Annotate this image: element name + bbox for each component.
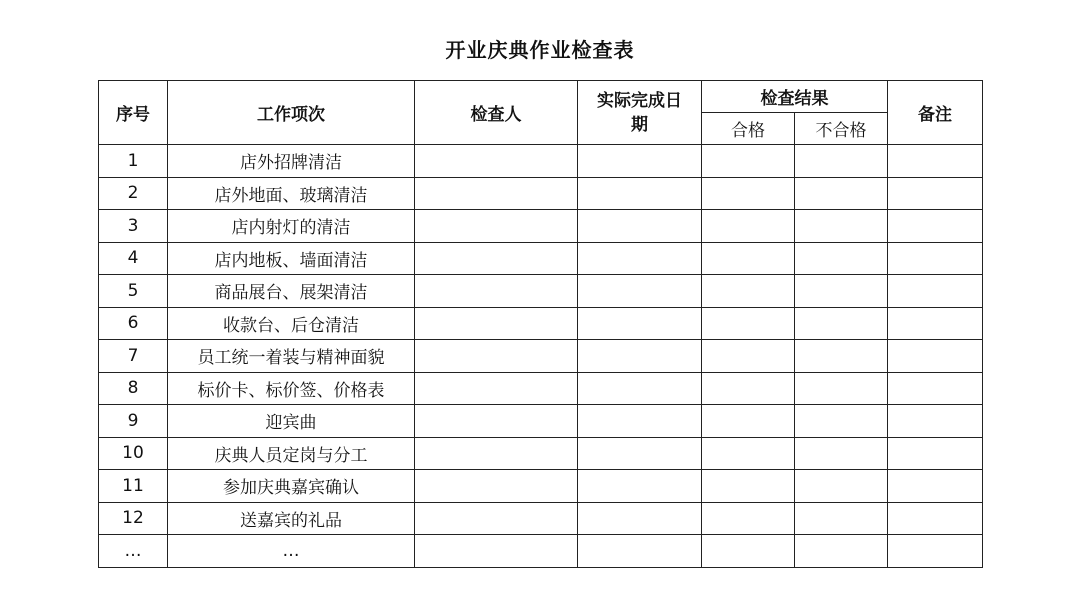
row-seq: 8: [99, 372, 168, 405]
row-actual-date-cell[interactable]: [578, 372, 702, 405]
header-actual-date-label: 实际完成日期: [597, 90, 682, 135]
header-seq: 序号: [99, 81, 168, 145]
row-note-cell[interactable]: [888, 470, 983, 503]
row-inspector-cell[interactable]: [415, 275, 578, 308]
row-note-cell[interactable]: [888, 502, 983, 535]
row-seq: 1: [99, 145, 168, 178]
row-fail-cell[interactable]: [795, 437, 888, 470]
row-inspector-cell[interactable]: [415, 242, 578, 275]
row-actual-date-cell[interactable]: [578, 535, 702, 568]
row-inspector-cell[interactable]: [415, 535, 578, 568]
row-note-cell[interactable]: [888, 210, 983, 243]
row-seq: 5: [99, 275, 168, 308]
table-row: [99, 502, 983, 535]
row-seq: 11: [99, 470, 168, 503]
header-result: 检查结果: [702, 81, 888, 113]
row-fail-cell[interactable]: [795, 502, 888, 535]
row-note-cell[interactable]: [888, 340, 983, 373]
header-fail: 不合格: [795, 113, 888, 145]
row-fail-cell[interactable]: [795, 405, 888, 438]
row-inspector-cell[interactable]: [415, 340, 578, 373]
row-pass-cell[interactable]: [702, 502, 795, 535]
row-actual-date-cell[interactable]: [578, 307, 702, 340]
table-row: [99, 405, 983, 438]
table-row: [99, 437, 983, 470]
row-pass-cell[interactable]: [702, 340, 795, 373]
document-title: 开业庆典作业检查表: [445, 38, 635, 62]
row-fail-cell[interactable]: [795, 307, 888, 340]
row-seq: 3: [99, 210, 168, 243]
row-seq: 6: [99, 307, 168, 340]
row-note-cell[interactable]: [888, 275, 983, 308]
row-inspector-cell[interactable]: [415, 437, 578, 470]
row-fail-cell[interactable]: [795, 470, 888, 503]
row-pass-cell[interactable]: [702, 210, 795, 243]
row-inspector-cell[interactable]: [415, 372, 578, 405]
row-pass-cell[interactable]: [702, 470, 795, 503]
table-row: [99, 177, 983, 210]
row-task: …: [168, 535, 415, 568]
inspection-table: [98, 80, 983, 568]
row-pass-cell[interactable]: [702, 177, 795, 210]
row-fail-cell[interactable]: [795, 177, 888, 210]
row-actual-date-cell[interactable]: [578, 405, 702, 438]
row-task: 店外地面、玻璃清洁: [168, 177, 415, 210]
table-row: [99, 470, 983, 503]
row-pass-cell[interactable]: [702, 405, 795, 438]
row-actual-date-cell[interactable]: [578, 470, 702, 503]
row-task: 收款台、后仓清洁: [168, 307, 415, 340]
header-row: [99, 81, 983, 113]
row-seq: 9: [99, 405, 168, 438]
row-task: 送嘉宾的礼品: [168, 502, 415, 535]
row-actual-date-cell[interactable]: [578, 145, 702, 178]
table-row: [99, 340, 983, 373]
row-task: 员工统一着装与精神面貌: [168, 340, 415, 373]
row-pass-cell[interactable]: [702, 242, 795, 275]
row-inspector-cell[interactable]: [415, 470, 578, 503]
header-note: 备注: [888, 81, 983, 145]
row-pass-cell[interactable]: [702, 437, 795, 470]
row-actual-date-cell[interactable]: [578, 177, 702, 210]
row-actual-date-cell[interactable]: [578, 502, 702, 535]
header-pass: 合格: [702, 113, 795, 145]
row-task: 店内地板、墙面清洁: [168, 242, 415, 275]
row-task: 迎宾曲: [168, 405, 415, 438]
row-inspector-cell[interactable]: [415, 405, 578, 438]
table-row: [99, 372, 983, 405]
row-fail-cell[interactable]: [795, 340, 888, 373]
row-note-cell[interactable]: [888, 437, 983, 470]
row-note-cell[interactable]: [888, 242, 983, 275]
row-inspector-cell[interactable]: [415, 177, 578, 210]
row-seq: 12: [99, 502, 168, 535]
row-seq: 10: [99, 437, 168, 470]
row-fail-cell[interactable]: [795, 210, 888, 243]
row-pass-cell[interactable]: [702, 145, 795, 178]
row-task: 庆典人员定岗与分工: [168, 437, 415, 470]
row-fail-cell[interactable]: [795, 145, 888, 178]
table-row: [99, 145, 983, 178]
row-seq: …: [99, 535, 168, 568]
table-row: [99, 275, 983, 308]
row-inspector-cell[interactable]: [415, 502, 578, 535]
row-task: 店外招牌清洁: [168, 145, 415, 178]
row-task: 店内射灯的清洁: [168, 210, 415, 243]
row-seq: 2: [99, 177, 168, 210]
row-note-cell[interactable]: [888, 177, 983, 210]
row-seq: 7: [99, 340, 168, 373]
row-pass-cell[interactable]: [702, 275, 795, 308]
row-inspector-cell[interactable]: [415, 145, 578, 178]
row-task: 标价卡、标价签、价格表: [168, 372, 415, 405]
row-note-cell[interactable]: [888, 405, 983, 438]
header-actual-date: [578, 81, 702, 145]
row-actual-date-cell[interactable]: [578, 437, 702, 470]
table-row: [99, 307, 983, 340]
row-fail-cell[interactable]: [795, 372, 888, 405]
row-note-cell[interactable]: [888, 307, 983, 340]
row-note-cell[interactable]: [888, 145, 983, 178]
row-fail-cell[interactable]: [795, 275, 888, 308]
header-task: 工作项次: [168, 81, 415, 145]
row-inspector-cell[interactable]: [415, 210, 578, 243]
table-body: [99, 145, 983, 568]
header-inspector: 检查人: [415, 81, 578, 145]
row-pass-cell[interactable]: [702, 535, 795, 568]
row-actual-date-cell[interactable]: [578, 340, 702, 373]
row-fail-cell[interactable]: [795, 535, 888, 568]
row-actual-date-cell[interactable]: [578, 210, 702, 243]
row-actual-date-cell[interactable]: [578, 242, 702, 275]
table-row: [99, 535, 983, 568]
row-task: 参加庆典嘉宾确认: [168, 470, 415, 503]
row-inspector-cell[interactable]: [415, 307, 578, 340]
table-row: [99, 242, 983, 275]
row-task: 商品展台、展架清洁: [168, 275, 415, 308]
row-actual-date-cell[interactable]: [578, 275, 702, 308]
row-seq: 4: [99, 242, 168, 275]
row-fail-cell[interactable]: [795, 242, 888, 275]
row-note-cell[interactable]: [888, 372, 983, 405]
row-pass-cell[interactable]: [702, 372, 795, 405]
row-note-cell[interactable]: [888, 535, 983, 568]
row-pass-cell[interactable]: [702, 307, 795, 340]
table-row: [99, 210, 983, 243]
